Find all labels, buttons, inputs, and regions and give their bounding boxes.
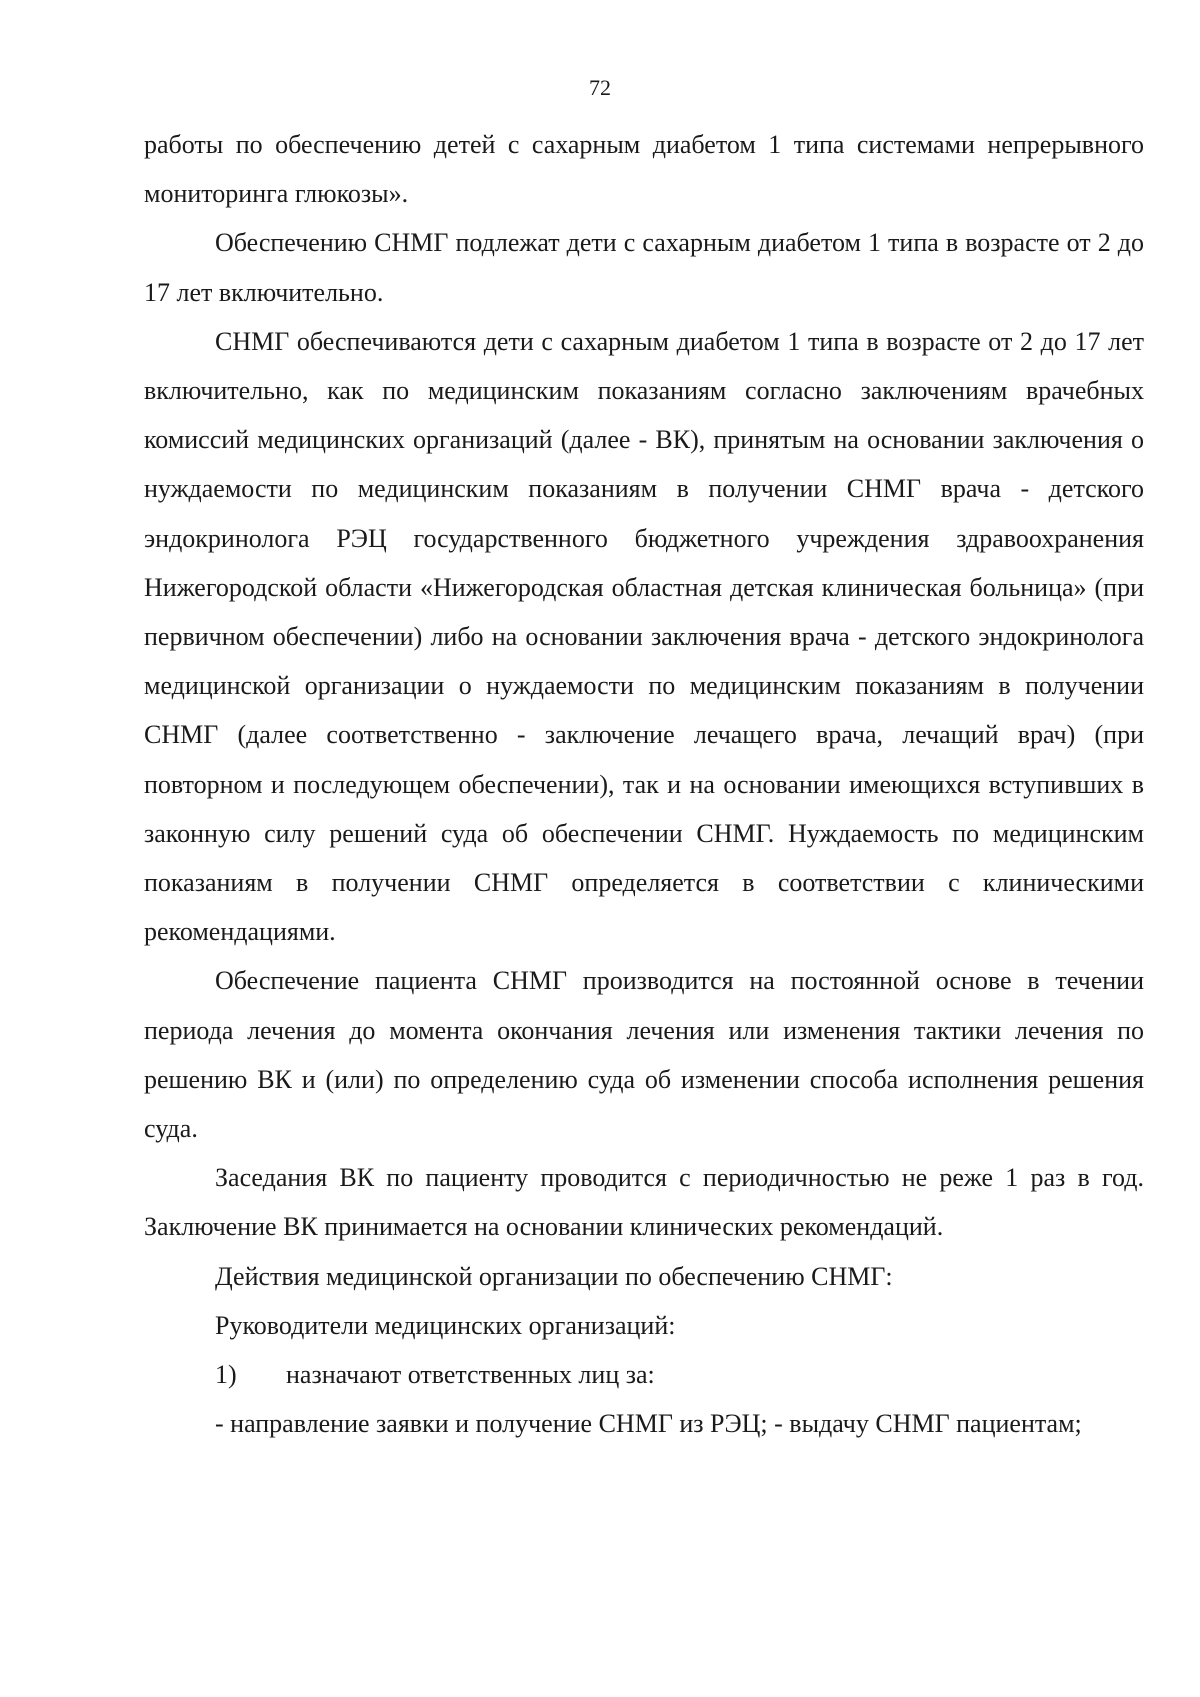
paragraph-commission-meetings: Заседания ВК по пациенту проводится с периодичностью не реже 1 раз в год. Заключение ВК принимается на основании клинических рекомендаций. — [144, 1163, 1144, 1242]
paragraph-continuation: работы по обеспечению детей с сахарным диабетом 1 типа системами непрерывного мониторинга глюкозы». — [144, 130, 1144, 209]
list-item-1 — [144, 1350, 1144, 1399]
paragraph-eligibility: Обеспечению СНМГ подлежат дети с сахарным диабетом 1 типа в возрасте от 2 до 17 лет включительно. — [144, 228, 1144, 307]
list-marker: 1) — [215, 1360, 237, 1390]
page-number: 72 — [589, 75, 611, 100]
paragraph-heads-heading: Руководители медицинских организаций: — [215, 1310, 676, 1340]
document-body — [144, 120, 1144, 1448]
list-item-text: назначают ответственных лиц за: — [286, 1360, 655, 1390]
paragraph-responsibilities: - направление заявки и получение СНМГ из РЭЦ; - выдачу СНМГ пациентам; — [215, 1409, 1082, 1439]
paragraph-actions-heading: Действия медицинской организации по обеспечению СНМГ: — [215, 1261, 893, 1291]
paragraph-provision-grounds: СНМГ обеспечиваются дети с сахарным диабетом 1 типа в возрасте от 2 до 17 лет включительно, как по медицинским показаниям согласно заключениям врачебных комиссий медицинских организаций (далее - ВК), принятым на основании заключения о нуждаемости по медицинским показаниям в получении СНМГ врача - детского эндокринолога РЭЦ государственного бюджетного учреждения здравоохранения Нижегородской области «Нижегородская областная детская клиническая больница» (при первичном обеспечении) либо на основании заключения врача - детского эндокринолога медицинской организации о нуждаемости по медицинским показаниям в получении СНМГ (далее соответственно - заключение лечащего врача, лечащий врач) (при повторном и последующем обеспечении), так и на основании имеющихся вступивших в законную силу решений суда об обеспечении СНМГ. Нуждаемость по медицинским показаниям в получении СНМГ определяется в соответствии с клиническими рекомендациями. — [144, 326, 1144, 947]
paragraph-provision-period: Обеспечение пациента СНМГ производится на постоянной основе в течении периода лечения до момента окончания лечения или изменения тактики лечения по решению ВК и (или) по определению суда об изменении способа исполнения решения суда. — [144, 966, 1144, 1144]
